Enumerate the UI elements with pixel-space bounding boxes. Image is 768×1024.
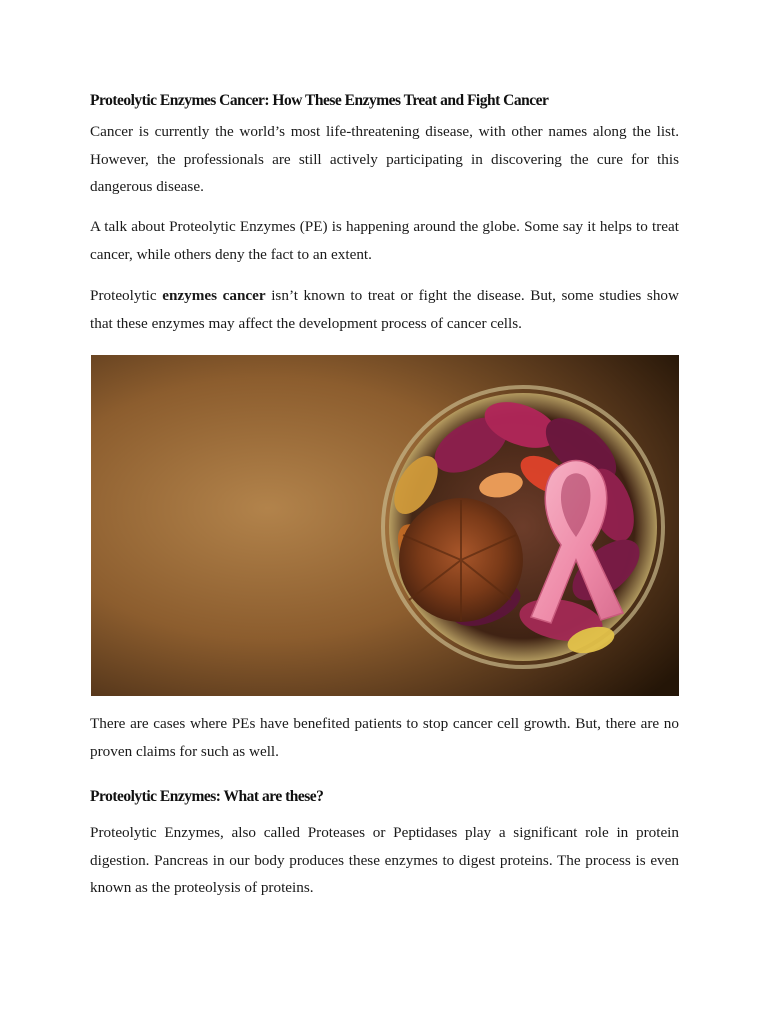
after-image-paragraph: There are cases where PEs have benefited patients to stop cancer cell growth. But, there are no proven claims for such as well. (90, 715, 679, 760)
keyword-link-enzymes-cancer: enzymes cancer (162, 287, 266, 304)
intro-paragraph-3-lead: Proteolytic (90, 287, 163, 304)
intro-paragraph-3-rest: isn’t known to treat or fight the disease. But, some studies show that these enzymes may affect the development process of cancer cells. (90, 287, 679, 332)
section-paragraph: Proteolytic Enzymes, also called Proteases or Peptidases play a significant role in protein digestion. Pancreas in our body produces these enzymes to digest proteins. The process is even known as the proteolysis of proteins. (90, 824, 679, 896)
section-heading: Proteolytic Enzymes: What are these? (90, 788, 324, 805)
article-hero-image (91, 355, 679, 696)
potpourri-ribbon-illustration (91, 355, 679, 696)
intro-paragraph-2: A talk about Proteolytic Enzymes (PE) is happening around the globe. Some say it helps to treat cancer, while others deny the fact to an extent. (90, 218, 679, 263)
intro-paragraph-3 (90, 282, 679, 337)
article-title: Proteolytic Enzymes Cancer: How These Enzymes Treat and Fight Cancer (90, 92, 549, 109)
intro-paragraph-1: Cancer is currently the world’s most life-threatening disease, with other names along the list. However, the professionals are still actively participating in discovering the cure for this dangerous disease. (90, 123, 679, 195)
